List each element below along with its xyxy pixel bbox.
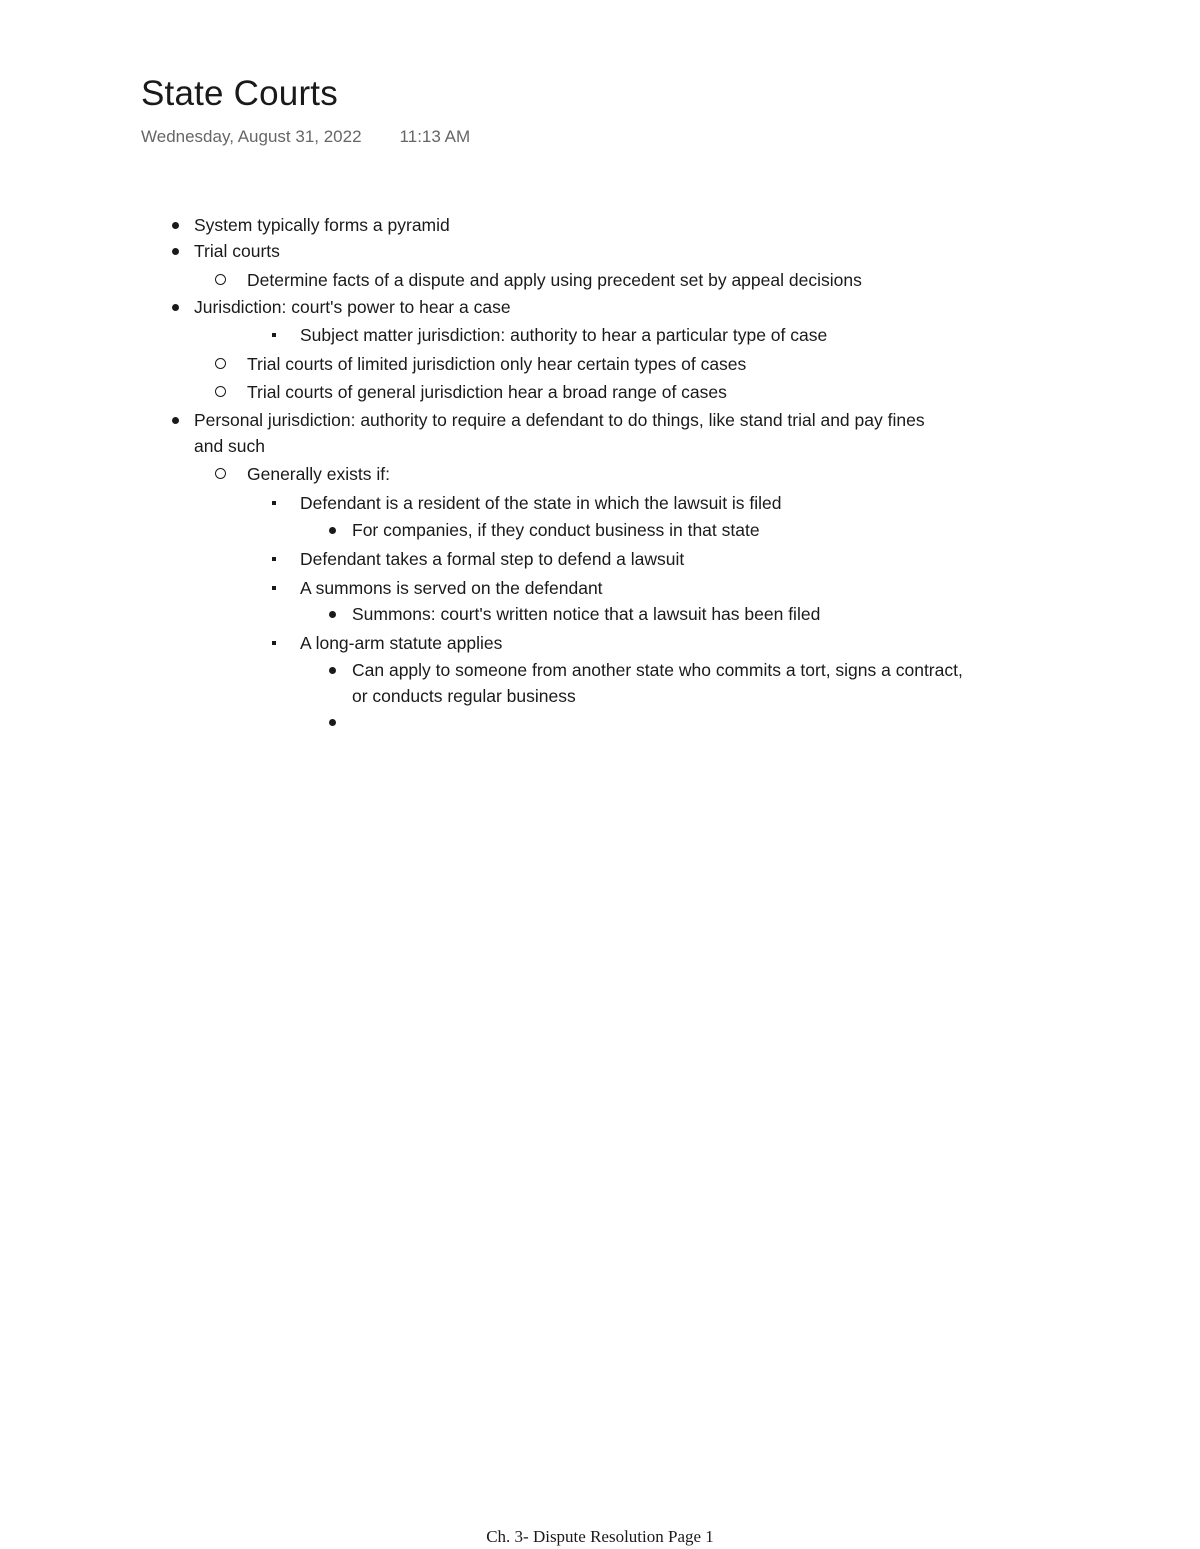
bullet-square-icon [272, 641, 276, 645]
list-item[interactable]: Can apply to someone from another state who commits a tort, signs a contract, [352, 660, 963, 680]
bullet-circle-icon [215, 468, 226, 479]
note-meta [141, 127, 470, 147]
bullet-disc-icon [172, 248, 179, 255]
bullet-circle-icon [215, 358, 226, 369]
bullet-disc-icon [329, 611, 336, 618]
list-item[interactable]: Trial courts of general jurisdiction hear a broad range of cases [247, 382, 727, 402]
list-item[interactable]: Summons: court's written notice that a lawsuit has been filed [352, 604, 821, 624]
bullet-disc-icon [172, 417, 179, 424]
list-item-continuation: and such [194, 436, 266, 456]
bullet-disc-icon [329, 719, 336, 726]
list-item[interactable]: System typically forms a pyramid [194, 215, 450, 235]
bullet-disc-icon [329, 667, 336, 674]
page-title: State Courts [141, 74, 338, 113]
note-date: Wednesday, August 31, 2022 [141, 127, 362, 146]
list-item-empty[interactable] [352, 709, 652, 735]
bullet-circle-icon [215, 274, 226, 285]
bullet-disc-icon [329, 527, 336, 534]
bullet-square-icon [272, 501, 276, 505]
list-item[interactable]: A summons is served on the defendant [300, 578, 603, 598]
list-item[interactable]: Jurisdiction: court's power to hear a case [194, 297, 511, 317]
list-item[interactable]: Defendant is a resident of the state in which the lawsuit is filed [300, 493, 782, 513]
bullet-disc-icon [172, 304, 179, 311]
bullet-square-icon [272, 557, 276, 561]
list-item[interactable]: Defendant takes a formal step to defend a lawsuit [300, 549, 685, 569]
list-item[interactable]: Personal jurisdiction: authority to require a defendant to do things, like stand trial and pay fines [194, 410, 925, 430]
list-item[interactable]: Determine facts of a dispute and apply using precedent set by appeal decisions [247, 270, 862, 290]
list-item[interactable]: Subject matter jurisdiction: authority to hear a particular type of case [300, 325, 828, 345]
list-item[interactable]: Trial courts [194, 241, 280, 261]
bullet-square-icon [272, 586, 276, 590]
bullet-square-icon [272, 333, 276, 337]
page-footer: Ch. 3- Dispute Resolution Page 1 [486, 1527, 714, 1546]
list-item[interactable]: Trial courts of limited jurisdiction only hear certain types of cases [247, 354, 747, 374]
list-item-continuation: or conducts regular business [352, 686, 576, 706]
list-item[interactable]: For companies, if they conduct business in that state [352, 520, 760, 540]
bullet-disc-icon [172, 222, 179, 229]
bullet-circle-icon [215, 386, 226, 397]
list-item[interactable]: Generally exists if: [247, 464, 390, 484]
list-item[interactable]: A long-arm statute applies [300, 633, 503, 653]
note-time: 11:13 AM [399, 127, 471, 146]
